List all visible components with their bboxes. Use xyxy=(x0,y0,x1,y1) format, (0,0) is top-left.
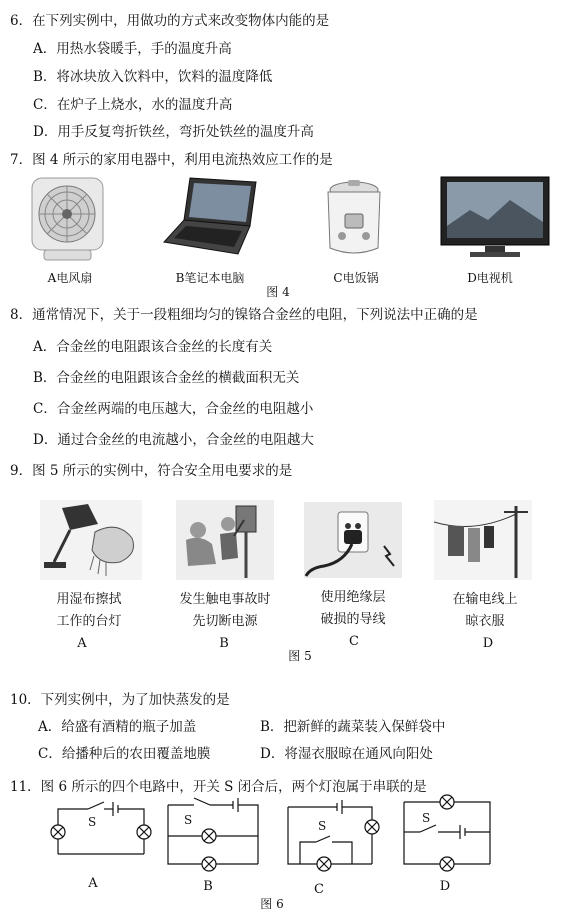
q8-option-b: B．合金丝的电阻跟该合金丝的横截面积无关 xyxy=(33,370,300,386)
damaged-wire-image xyxy=(304,502,402,578)
circuit-b xyxy=(168,798,258,871)
q8-option-c: C．合金丝两端的电压越大，合金丝的电阻越小 xyxy=(33,401,314,417)
q7-caption-d: D电视机 xyxy=(467,271,513,285)
q11-stem: 11．图 6 所示的四个电路中，开关 S 闭合后，两个灯泡属于串联的是 xyxy=(10,779,427,795)
lamp-icon xyxy=(365,820,379,834)
q11-letter-b: B xyxy=(203,879,213,894)
circuit-a xyxy=(51,802,151,854)
q9-letter-c: C xyxy=(349,634,359,649)
circuit-d xyxy=(404,795,490,871)
television-image xyxy=(440,176,550,260)
switch-label-b: S xyxy=(184,813,193,827)
q10-option-a: A．给盛有酒精的瓶子加盖 xyxy=(38,719,197,735)
q6-option-b: B．将冰块放入饮料中，饮料的温度降低 xyxy=(33,69,273,85)
cut-power-image xyxy=(176,500,274,580)
q8-option-d: D．通过合金丝的电流越小，合金丝的电阻越大 xyxy=(33,432,314,448)
q6-option-d: D．用手反复弯折铁丝，弯折处铁丝的温度升高 xyxy=(33,124,314,140)
q9-caption-d: 在输电线上 晾衣服 xyxy=(452,592,518,629)
figure-4-label: 图 4 xyxy=(266,285,290,299)
lamp-icon xyxy=(202,829,216,843)
lamp-icon xyxy=(317,857,331,871)
lamp-icon xyxy=(202,857,216,871)
q10-option-d: D．将湿衣服晾在通风向阳处 xyxy=(260,746,433,762)
figure-6-label: 图 6 xyxy=(260,897,284,911)
q7-caption-b: B笔记本电脑 xyxy=(175,271,245,285)
q10-option-b: B．把新鲜的蔬菜装入保鲜袋中 xyxy=(260,719,446,735)
q9-stem: 9．图 5 所示的实例中，符合安全用电要求的是 xyxy=(10,463,293,479)
q10-option-c: C．给播种后的农田覆盖地膜 xyxy=(38,746,211,762)
q7-stem: 7．图 4 所示的家用电器中，利用电流热效应工作的是 xyxy=(10,152,333,168)
switch-label-d: S xyxy=(422,811,431,825)
q11-letter-d: D xyxy=(439,879,451,894)
q6-option-c: C．在炉子上烧水，水的温度升高 xyxy=(33,97,233,113)
q9-caption-c: 使用绝缘层 破损的导线 xyxy=(320,590,386,627)
switch-label-c: S xyxy=(318,819,327,833)
rice-cooker-image xyxy=(322,178,386,260)
wet-cloth-lamp-image xyxy=(40,500,142,580)
q8-option-a: A．合金丝的电阻跟该合金丝的长度有关 xyxy=(33,339,273,355)
figure-5-label: 图 5 xyxy=(288,649,312,663)
lamp-icon xyxy=(440,857,454,871)
laptop-image xyxy=(160,174,260,258)
electric-fan-image xyxy=(30,176,105,264)
q9-caption-a: 用湿布擦拭 工作的台灯 xyxy=(56,592,122,629)
lamp-icon xyxy=(440,795,454,809)
clothes-on-powerline-image xyxy=(434,500,532,580)
lamp-icon xyxy=(137,825,151,839)
q7-caption-a: A电风扇 xyxy=(47,271,93,285)
q9-letter-b: B xyxy=(219,636,229,651)
q11-letter-a: A xyxy=(88,876,98,891)
q9-letter-a: A xyxy=(77,636,87,651)
q10-stem: 10．下列实例中，为了加快蒸发的是 xyxy=(10,692,230,708)
switch-label-a: S xyxy=(88,815,97,829)
q11-letter-c: C xyxy=(314,882,324,897)
circuit-c xyxy=(288,800,379,871)
q6-stem: 6．在下列实例中，用做功的方式来改变物体内能的是 xyxy=(10,13,330,29)
q7-caption-c: C电饭锅 xyxy=(333,271,379,285)
lamp-icon xyxy=(51,825,65,839)
q6-option-a: A．用热水袋暖手，手的温度升高 xyxy=(33,41,232,57)
q9-caption-b: 发生触电事故时 先切断电源 xyxy=(179,592,271,629)
q9-letter-d: D xyxy=(482,636,494,651)
q8-stem: 8．通常情况下，关于一段粗细均匀的镍铬合金丝的电阻，下列说法中正确的是 xyxy=(10,307,478,323)
